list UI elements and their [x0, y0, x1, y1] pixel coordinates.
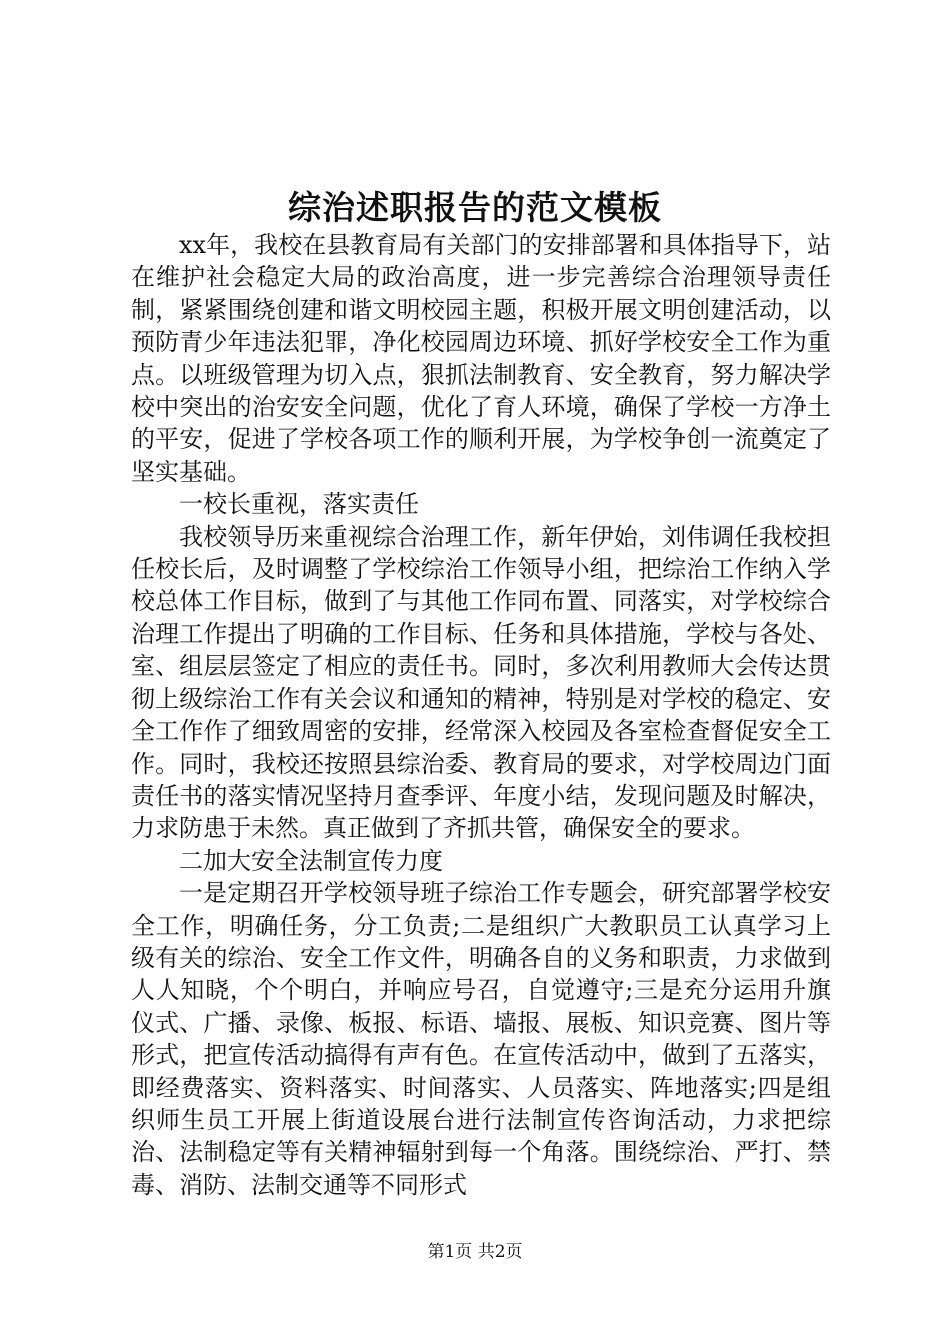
section-2-paragraph: 一是定期召开学校领导班子综治工作专题会，研究部署学校安全工作，明确任务，分工负责;二是组织广大教职员工认真学习上级有关的综治、安全工作文件，明确各自的义务和职责，力求做到人人知晓，个个明白，并响应号召，自觉遵守;三是充分运用升旗仪式、广播、录像、板报、标语、墙报、展板、知识竞赛、图片等形式，把宣传活动搞得有声有色。在宣传活动中，做到了五落实，即经费落实、资料落实、时间落实、人员落实、阵地落实;四是组织师生员工开展上街道设展台进行法制宣传咨询活动，力求把综治、法制稳定等有关精神辐射到每一个角落。围绕综治、严打、禁毒、消防、法制交通等不同形式	[131, 879, 831, 1199]
section-heading-1: 一校长重视，落实责任	[179, 490, 419, 519]
document-title: 综治述职报告的范文模板	[288, 188, 662, 227]
section-heading-2: 二加大安全法制宣传力度	[179, 846, 443, 875]
section-1-paragraph: 我校领导历来重视综合治理工作，新年伊始，刘伟调任我校担任校长后，及时调整了学校综治工作领导小组，把综治工作纳入学校总体工作目标，做到了与其他工作同布置、同落实，对学校综合治理工作提出了明确的工作目标、任务和具体措施，学校与各处、室、组层层签定了相应的责任书。同时，多次利用教师大会传达贯彻上级综治工作有关会议和通知的精神，特别是对学校的稳定、安全工作作了细致周密的安排，经常深入校园及各室检查督促安全工作。同时，我校还按照县综治委、教育局的要求，对学校周边门面责任书的落实情况坚持月查季评、年度小结，发现问题及时解决，力求防患于未然。真正做到了齐抓共管，确保安全的要求。	[131, 522, 831, 843]
intro-paragraph: xx年，我校在县教育局有关部门的安排部署和具体指导下，站在维护社会稳定大局的政治高度，进一步完善综合治理领导责任制，紧紧围绕创建和谐文明校园主题，积极开展文明创建活动，以预防青少年违法犯罪，净化校园周边环境、抓好学校安全工作为重点。以班级管理为切入点，狠抓法制教育、安全教育，努力解决学校中突出的治安安全问题，优化了育人环境，确保了学校一方净土的平安，促进了学校各项工作的顺利开展，为学校争创一流奠定了坚实基础。	[131, 231, 831, 486]
page-footer: 第1页 共2页	[427, 1242, 523, 1262]
document-body	[131, 229, 831, 1201]
